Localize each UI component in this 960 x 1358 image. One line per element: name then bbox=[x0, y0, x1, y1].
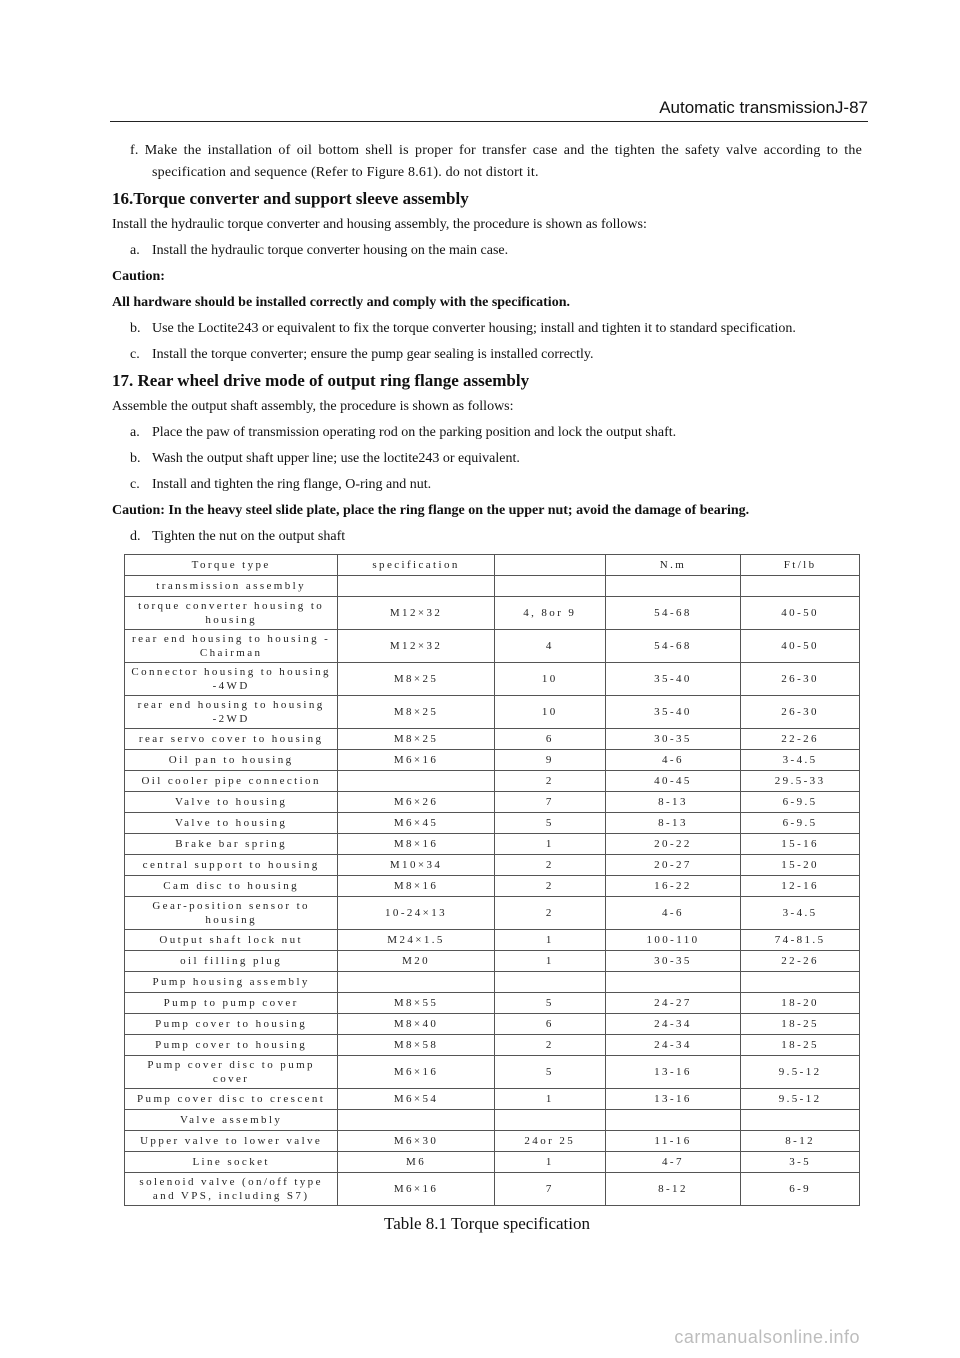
cell-specification: M6×30 bbox=[338, 1131, 495, 1152]
cell-specification bbox=[338, 1110, 495, 1131]
cell-torque-type: rear end housing to housing -Chairman bbox=[125, 630, 338, 663]
caution-bearing: Caution: In the heavy steel slide plate, place the ring flange on the upper nut; avoid the damage of bearing. bbox=[112, 503, 750, 518]
cell-torque-type: Connector housing to housing -4WD bbox=[125, 663, 338, 696]
cell-ftlb: 6-9.5 bbox=[741, 792, 860, 813]
cell-torque-type: Upper valve to lower valve bbox=[125, 1131, 338, 1152]
cell-ftlb: 9.5-12 bbox=[741, 1089, 860, 1110]
cell-torque-type: Pump cover to housing bbox=[125, 1014, 338, 1035]
cell-quantity: 5 bbox=[494, 1056, 605, 1089]
cell-quantity: 4 bbox=[494, 630, 605, 663]
cell-ftlb: 26-30 bbox=[741, 663, 860, 696]
table-row bbox=[125, 1152, 860, 1173]
table-row bbox=[125, 993, 860, 1014]
step-marker: b. bbox=[130, 451, 141, 466]
cell-specification bbox=[338, 972, 495, 993]
cell-quantity: 2 bbox=[494, 771, 605, 792]
cell-torque-type: Line socket bbox=[125, 1152, 338, 1173]
cell-torque-type: Output shaft lock nut bbox=[125, 930, 338, 951]
caution-label: Caution: bbox=[112, 269, 165, 284]
cell-torque-type: Pump cover disc to crescent bbox=[125, 1089, 338, 1110]
col-torque-type: Torque type bbox=[125, 555, 338, 576]
cell-nm: 40-45 bbox=[605, 771, 741, 792]
table-row bbox=[125, 729, 860, 750]
cell-ftlb: 3-5 bbox=[741, 1152, 860, 1173]
cell-ftlb bbox=[741, 1110, 860, 1131]
cell-quantity: 9 bbox=[494, 750, 605, 771]
cell-nm: 24-34 bbox=[605, 1014, 741, 1035]
cell-torque-type: Valve assembly bbox=[125, 1110, 338, 1131]
watermark: carmanualsonline.info bbox=[674, 1327, 860, 1347]
table-row bbox=[125, 813, 860, 834]
cell-specification: M24×1.5 bbox=[338, 930, 495, 951]
step-16-b bbox=[112, 318, 862, 340]
cell-torque-type: Pump cover disc to pump cover bbox=[125, 1056, 338, 1089]
table-row bbox=[125, 1089, 860, 1110]
table-body bbox=[125, 576, 860, 1206]
cell-quantity: 2 bbox=[494, 897, 605, 930]
cell-nm: 13-16 bbox=[605, 1056, 741, 1089]
cell-quantity: 24or 25 bbox=[494, 1131, 605, 1152]
cell-torque-type: Valve to housing bbox=[125, 792, 338, 813]
cell-torque-type: Oil cooler pipe connection bbox=[125, 771, 338, 792]
table-row bbox=[125, 576, 860, 597]
step-f: f. Make the installation of oil bottom shell is proper for transfer case and the tighten the safety valve according to the specification and sequence (Refer to Figure 8.61). do not distort it. bbox=[130, 143, 862, 180]
step-17-a bbox=[112, 422, 862, 444]
cell-specification: M6×45 bbox=[338, 813, 495, 834]
cell-torque-type: central support to housing bbox=[125, 855, 338, 876]
cell-specification: M8×16 bbox=[338, 876, 495, 897]
page-header: Automatic transmissionJ-87 bbox=[659, 98, 868, 117]
table-row bbox=[125, 1110, 860, 1131]
table-row bbox=[125, 663, 860, 696]
cell-nm: 24-34 bbox=[605, 1035, 741, 1056]
cell-quantity: 6 bbox=[494, 1014, 605, 1035]
cell-nm: 30-35 bbox=[605, 951, 741, 972]
table-row bbox=[125, 897, 860, 930]
table-row bbox=[125, 1014, 860, 1035]
cell-nm: 20-22 bbox=[605, 834, 741, 855]
cell-torque-type: Cam disc to housing bbox=[125, 876, 338, 897]
cell-nm: 20-27 bbox=[605, 855, 741, 876]
cell-ftlb: 9.5-12 bbox=[741, 1056, 860, 1089]
cell-specification: M8×55 bbox=[338, 993, 495, 1014]
step-text: Tighten the nut on the output shaft bbox=[152, 529, 346, 544]
cell-ftlb: 18-25 bbox=[741, 1035, 860, 1056]
cell-quantity: 4, 8or 9 bbox=[494, 597, 605, 630]
cell-nm: 13-16 bbox=[605, 1089, 741, 1110]
step-text: Wash the output shaft upper line; use the loctite243 or equivalent. bbox=[152, 451, 520, 466]
cell-nm: 11-16 bbox=[605, 1131, 741, 1152]
table-row bbox=[125, 630, 860, 663]
cell-nm bbox=[605, 1110, 741, 1131]
cell-quantity: 6 bbox=[494, 729, 605, 750]
cell-ftlb: 74-81.5 bbox=[741, 930, 860, 951]
cell-quantity bbox=[494, 576, 605, 597]
cell-nm: 24-27 bbox=[605, 993, 741, 1014]
cell-nm bbox=[605, 972, 741, 993]
col-nm: N.m bbox=[605, 555, 741, 576]
table-caption: Table 8.1 Torque specification bbox=[384, 1214, 590, 1233]
table-row bbox=[125, 1035, 860, 1056]
step-text: Install the torque converter; ensure the pump gear sealing is installed correctly. bbox=[152, 347, 594, 362]
cell-quantity bbox=[494, 1110, 605, 1131]
cell-specification: M20 bbox=[338, 951, 495, 972]
cell-specification: 10-24×13 bbox=[338, 897, 495, 930]
cell-specification: M8×25 bbox=[338, 663, 495, 696]
cell-ftlb: 22-26 bbox=[741, 951, 860, 972]
step-marker: b. bbox=[130, 321, 141, 336]
cell-nm: 35-40 bbox=[605, 696, 741, 729]
cell-ftlb: 29.5-33 bbox=[741, 771, 860, 792]
cell-quantity: 1 bbox=[494, 951, 605, 972]
cell-ftlb: 6-9.5 bbox=[741, 813, 860, 834]
table-row bbox=[125, 792, 860, 813]
cell-torque-type: oil filling plug bbox=[125, 951, 338, 972]
cell-specification: M6×26 bbox=[338, 792, 495, 813]
cell-nm bbox=[605, 576, 741, 597]
cell-ftlb: 40-50 bbox=[741, 597, 860, 630]
cell-quantity: 10 bbox=[494, 696, 605, 729]
cell-ftlb: 15-20 bbox=[741, 855, 860, 876]
cell-quantity: 1 bbox=[494, 930, 605, 951]
cell-ftlb: 22-26 bbox=[741, 729, 860, 750]
cell-ftlb: 18-20 bbox=[741, 993, 860, 1014]
table-header-row bbox=[125, 555, 860, 576]
step-text: Install the hydraulic torque converter housing on the main case. bbox=[152, 243, 509, 258]
cell-quantity: 10 bbox=[494, 663, 605, 696]
cell-specification: M8×25 bbox=[338, 729, 495, 750]
table-row bbox=[125, 1056, 860, 1089]
cell-torque-type: Brake bar spring bbox=[125, 834, 338, 855]
cell-nm: 16-22 bbox=[605, 876, 741, 897]
step-marker: a. bbox=[130, 243, 140, 258]
table-row bbox=[125, 750, 860, 771]
cell-ftlb: 3-4.5 bbox=[741, 897, 860, 930]
step-16-c bbox=[112, 344, 862, 366]
cell-nm: 100-110 bbox=[605, 930, 741, 951]
cell-ftlb: 6-9 bbox=[741, 1173, 860, 1206]
cell-nm: 35-40 bbox=[605, 663, 741, 696]
cell-quantity bbox=[494, 972, 605, 993]
step-17-c bbox=[112, 474, 862, 496]
cell-specification: M12×32 bbox=[338, 597, 495, 630]
step-marker: c. bbox=[130, 477, 140, 492]
table-row bbox=[125, 1131, 860, 1152]
cell-ftlb bbox=[741, 576, 860, 597]
step-text: Use the Loctite243 or equivalent to fix the torque converter housing; install and tighten it to standard specification. bbox=[152, 321, 796, 336]
cell-torque-type: solenoid valve (on/off type and VPS, including S7) bbox=[125, 1173, 338, 1206]
cell-quantity: 1 bbox=[494, 1152, 605, 1173]
cell-nm: 8-13 bbox=[605, 813, 741, 834]
table-row bbox=[125, 834, 860, 855]
cell-ftlb: 12-16 bbox=[741, 876, 860, 897]
cell-quantity: 2 bbox=[494, 1035, 605, 1056]
step-marker: d. bbox=[130, 529, 141, 544]
cell-specification: M6×16 bbox=[338, 1173, 495, 1206]
cell-ftlb bbox=[741, 972, 860, 993]
cell-specification: M6×16 bbox=[338, 1056, 495, 1089]
cell-torque-type: torque converter housing to housing bbox=[125, 597, 338, 630]
cell-ftlb: 18-25 bbox=[741, 1014, 860, 1035]
section-17-intro: Assemble the output shaft assembly, the procedure is shown as follows: bbox=[112, 399, 514, 414]
caution-text: All hardware should be installed correctly and comply with the specification. bbox=[112, 295, 570, 310]
cell-quantity: 2 bbox=[494, 855, 605, 876]
cell-torque-type: Pump housing assembly bbox=[125, 972, 338, 993]
cell-specification: M6×54 bbox=[338, 1089, 495, 1110]
cell-quantity: 5 bbox=[494, 993, 605, 1014]
section-17-title: 17. Rear wheel drive mode of output ring flange assembly bbox=[112, 371, 530, 390]
cell-ftlb: 26-30 bbox=[741, 696, 860, 729]
cell-torque-type: Pump to pump cover bbox=[125, 993, 338, 1014]
step-text: Install and tighten the ring flange, O-ring and nut. bbox=[152, 477, 432, 492]
col-ftlb: Ft/lb bbox=[741, 555, 860, 576]
table-row bbox=[125, 930, 860, 951]
table-row bbox=[125, 1173, 860, 1206]
cell-specification: M6 bbox=[338, 1152, 495, 1173]
cell-nm: 54-68 bbox=[605, 597, 741, 630]
table-row bbox=[125, 876, 860, 897]
cell-quantity: 1 bbox=[494, 834, 605, 855]
cell-specification: M6×16 bbox=[338, 750, 495, 771]
cell-quantity: 2 bbox=[494, 876, 605, 897]
cell-specification: M8×16 bbox=[338, 834, 495, 855]
table-row bbox=[125, 972, 860, 993]
cell-quantity: 7 bbox=[494, 792, 605, 813]
cell-torque-type: Gear-position sensor to housing bbox=[125, 897, 338, 930]
table-row bbox=[125, 771, 860, 792]
cell-ftlb: 8-12 bbox=[741, 1131, 860, 1152]
cell-nm: 8-12 bbox=[605, 1173, 741, 1206]
cell-quantity: 7 bbox=[494, 1173, 605, 1206]
cell-specification: M10×34 bbox=[338, 855, 495, 876]
cell-specification: M12×32 bbox=[338, 630, 495, 663]
cell-quantity: 5 bbox=[494, 813, 605, 834]
step-marker: c. bbox=[130, 347, 140, 362]
step-16-a bbox=[112, 240, 862, 262]
cell-ftlb: 3-4.5 bbox=[741, 750, 860, 771]
table-row bbox=[125, 696, 860, 729]
cell-specification: M8×58 bbox=[338, 1035, 495, 1056]
step-17-b bbox=[112, 448, 862, 470]
step-text: Place the paw of transmission operating rod on the parking position and lock the output shaft. bbox=[152, 425, 677, 440]
cell-torque-type: Valve to housing bbox=[125, 813, 338, 834]
section-16-intro: Install the hydraulic torque converter and housing assembly, the procedure is shown as follows: bbox=[112, 217, 647, 232]
col-specification: specification bbox=[338, 555, 495, 576]
cell-nm: 54-68 bbox=[605, 630, 741, 663]
header-divider bbox=[110, 121, 868, 122]
cell-ftlb: 40-50 bbox=[741, 630, 860, 663]
cell-torque-type: rear end housing to housing -2WD bbox=[125, 696, 338, 729]
step-17-d bbox=[112, 526, 862, 548]
table-row bbox=[125, 597, 860, 630]
cell-quantity: 1 bbox=[494, 1089, 605, 1110]
cell-nm: 30-35 bbox=[605, 729, 741, 750]
cell-torque-type: rear servo cover to housing bbox=[125, 729, 338, 750]
cell-specification: M8×40 bbox=[338, 1014, 495, 1035]
cell-nm: 4-7 bbox=[605, 1152, 741, 1173]
cell-torque-type: Pump cover to housing bbox=[125, 1035, 338, 1056]
cell-torque-type: transmission assembly bbox=[125, 576, 338, 597]
step-marker: a. bbox=[130, 425, 140, 440]
cell-specification bbox=[338, 576, 495, 597]
torque-spec-table bbox=[124, 554, 860, 1206]
col-quantity bbox=[494, 555, 605, 576]
cell-ftlb: 15-16 bbox=[741, 834, 860, 855]
table-row bbox=[125, 855, 860, 876]
cell-nm: 4-6 bbox=[605, 897, 741, 930]
cell-specification: M8×25 bbox=[338, 696, 495, 729]
cell-specification bbox=[338, 771, 495, 792]
page-content bbox=[112, 140, 862, 1234]
cell-nm: 8-13 bbox=[605, 792, 741, 813]
cell-nm: 4-6 bbox=[605, 750, 741, 771]
table-row bbox=[125, 951, 860, 972]
cell-torque-type: Oil pan to housing bbox=[125, 750, 338, 771]
section-16-title: 16.Torque converter and support sleeve assembly bbox=[112, 189, 469, 208]
